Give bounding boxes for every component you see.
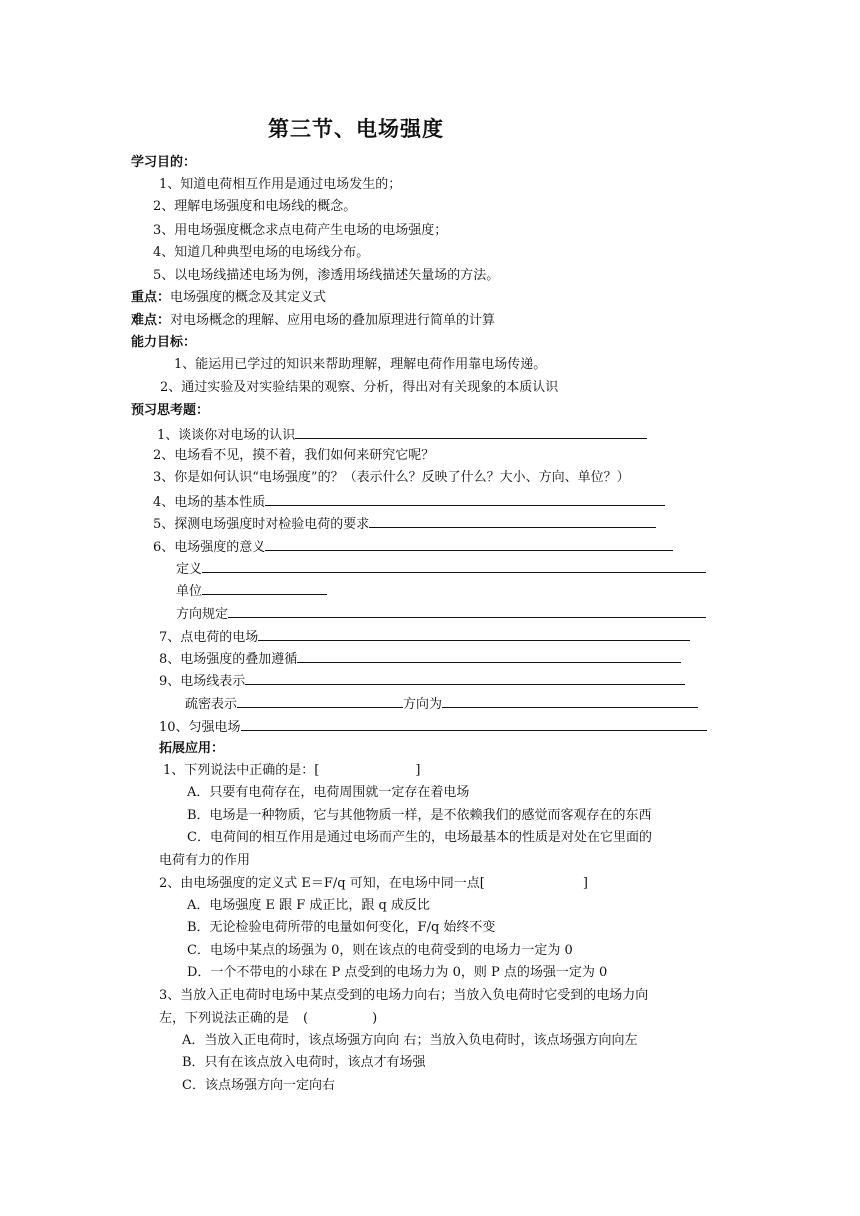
answer-blank[interactable]: [258, 628, 690, 641]
page-title: 第三节、电场强度: [268, 117, 444, 141]
key-point: [131, 290, 326, 306]
answer-blank[interactable]: [237, 695, 403, 708]
preview-q6-unit: [176, 582, 327, 600]
key-point-label: 重点：: [131, 290, 171, 305]
answer-blank[interactable]: [228, 605, 706, 618]
objective-item: 2、理解电场强度和电场线的概念。: [153, 199, 357, 214]
ability-heading: 能力目标：: [131, 335, 197, 350]
preview-q7: [159, 628, 690, 646]
preview-q9: [159, 672, 685, 690]
q1-option-a: A．只要有电荷存在，电荷周围就一定存在着电场: [187, 785, 470, 800]
answer-blank[interactable]: [297, 650, 681, 663]
q2-option-a: A．电场强度 E 跟 F 成正比，跟 q 成反比: [187, 898, 431, 913]
q3-option-c: C．该点场强方向一定向右: [182, 1078, 335, 1093]
preview-q6-definition: [176, 560, 706, 578]
preview-q2: 2、电场看不见，摸不着，我们如何来研究它呢？: [153, 448, 435, 463]
extension-q2-stem: [159, 876, 588, 892]
preview-q8-text: 8、电场强度的叠加遵循: [159, 652, 298, 667]
answer-blank[interactable]: [265, 493, 665, 506]
q1-option-b: B．电场是一种物质，它与其他物质一样，是不依赖我们的感觉而客观存在的东西: [187, 808, 652, 823]
q2-stem-text: 2、由电场强度的定义式 E＝F/q 可知，在电场中同一点[: [159, 876, 485, 891]
q3-paren-open: (: [303, 1011, 309, 1026]
preview-q9-detail: [185, 695, 698, 713]
preview-heading: 预习思考题：: [131, 403, 210, 418]
answer-blank[interactable]: [369, 515, 656, 528]
preview-q1-text: 1、谈谈你对电场的认识: [157, 428, 296, 443]
difficulty: [131, 313, 495, 329]
q3-paren-close: ): [372, 1011, 378, 1026]
extension-q1-stem: [163, 763, 420, 779]
difficulty-label: 难点：: [131, 313, 171, 328]
extension-heading: 拓展应用：: [159, 741, 225, 756]
answer-blank[interactable]: [202, 582, 327, 595]
key-point-text: 电场强度的概念及其定义式: [170, 290, 327, 305]
definition-label: 定义: [176, 562, 203, 577]
q1-option-c: C．电荷间的相互作用是通过电场而产生的，电场最基本的性质是对处在它里面的: [187, 830, 652, 845]
direction-label: 方向规定: [176, 607, 229, 622]
answer-blank[interactable]: [295, 426, 647, 439]
q2-option-c: C．电场中某点的场强为 0，则在该点的电荷受到的电场力一定为 0: [187, 943, 573, 958]
extension-q3-stem-cont: [159, 1011, 377, 1027]
preview-q9-text: 9、电场线表示: [159, 674, 246, 689]
objective-item: 5、以电场线描述电场为例，渗透用场线描述矢量场的方法。: [153, 268, 500, 283]
preview-q3: 3、你是如何认识“电场强度”的？（表示什么？反映了什么？大小、方向、单位？）: [153, 470, 630, 485]
objective-item: 3、用电场强度概念求点电荷产生电场的电场强度；: [153, 223, 448, 238]
q2-option-b: B．无论检验电荷所带的电量如何变化，F/q 始终不变: [187, 920, 496, 935]
preview-q10: [159, 718, 707, 736]
q1-bracket-close: ]: [415, 763, 421, 778]
q2-option-d: D．一个不带电的小球在 P 点受到的电场力为 0，则 P 点的场强一定为 0: [187, 965, 608, 980]
preview-q10-text: 10、匀强电场: [159, 720, 241, 735]
preview-q8: [159, 650, 681, 668]
difficulty-text: 对电场概念的理解、应用电场的叠加原理进行简单的计算: [170, 313, 496, 328]
q2-bracket-close: ]: [582, 876, 588, 891]
objective-item: 4、知道几种典型电场的电场线分布。: [153, 245, 370, 260]
preview-q5: [153, 515, 656, 533]
preview-q6-text: 6、电场强度的意义: [153, 540, 266, 555]
q3-stem-text: 左，下列说法正确的是: [159, 1011, 290, 1026]
answer-blank[interactable]: [245, 672, 685, 685]
ability-item: 1、能运用已学过的知识来帮助理解，理解电荷作用靠电场传递。: [174, 357, 547, 372]
objectives-heading: 学习目的：: [131, 155, 197, 170]
preview-q4: [153, 493, 665, 511]
unit-label: 单位: [176, 584, 203, 599]
q1-option-c-cont: 电荷有力的作用: [159, 853, 251, 868]
preview-q4-text: 4、电场的基本性质: [153, 495, 266, 510]
preview-q1: [157, 426, 647, 444]
preview-q6-direction: [176, 605, 706, 623]
density-label: 疏密表示: [185, 697, 238, 712]
direction-label: 方向为: [403, 697, 443, 712]
preview-q7-text: 7、点电荷的电场: [159, 630, 259, 645]
q1-stem-text: 1、下列说法中正确的是：[: [163, 763, 320, 778]
extension-q3-stem: 3、当放入正电荷时电场中某点受到的电场力向右；当放入负电荷时它受到的电场力向: [159, 988, 649, 1003]
preview-q5-text: 5、探测电场强度时对检验电荷的要求: [153, 517, 370, 532]
answer-blank[interactable]: [265, 538, 673, 551]
q3-option-b: B．只有在该点放入电荷时，该点才有场强: [182, 1055, 426, 1070]
ability-item: 2、通过实验及对实验结果的观察、分析，得出对有关现象的本质认识: [160, 380, 559, 395]
answer-blank[interactable]: [442, 695, 698, 708]
q3-option-a: A．当放入正电荷时，该点场强方向向 右；当放入负电荷时，该点场强方向向左: [182, 1033, 638, 1048]
answer-blank[interactable]: [241, 718, 707, 731]
objective-item: 1、知道电荷相互作用是通过电场发生的；: [159, 177, 402, 192]
answer-blank[interactable]: [202, 560, 706, 573]
preview-q6: [153, 538, 673, 556]
